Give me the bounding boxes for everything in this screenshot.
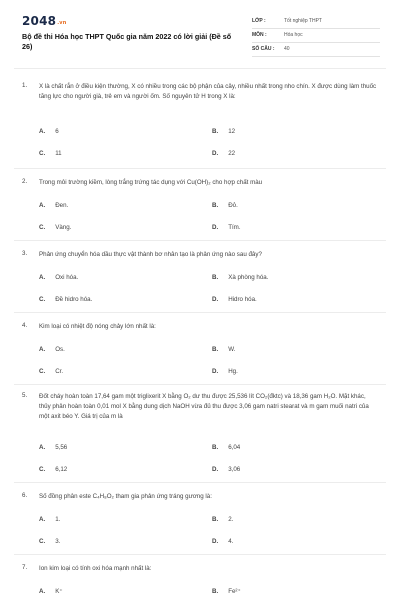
question-text: Phản ứng chuyển hóa dầu thực vật thành bơ nhân tạo là phản ứng nào sau đây? <box>39 251 262 258</box>
option-text: 4. <box>228 538 234 545</box>
option-text: Đỏ. <box>228 202 238 209</box>
question-text: X là chất rắn ở điều kiện thường, X có nhiều trong các bộ phận của cây, nhiều nhất trong nho chín. X được dùng làm thuốc tăng lực cho người già, trẻ em và người ốm. Số nguyên tử H trong X là: <box>39 83 377 100</box>
option-b[interactable] <box>212 128 235 135</box>
option-letter: C. <box>39 538 46 545</box>
document-title: Bộ đề thi Hóa học THPT Quốc gia năm 2022 có lời giải (Đề số 26) <box>22 32 232 51</box>
meta-label: SỐ CÂU : <box>252 46 275 52</box>
option-d[interactable] <box>212 538 233 545</box>
meta-label: MÔN : <box>252 32 267 38</box>
option-c[interactable] <box>39 224 71 231</box>
option-letter: D. <box>212 466 219 473</box>
question-text: Trong môi trường kiềm, lòng trắng trứng tác dụng với Cu(OH)₂ cho hợp chất màu <box>39 179 263 186</box>
option-letter: B. <box>212 516 219 523</box>
option-b[interactable] <box>212 588 241 595</box>
divider <box>14 240 386 241</box>
option-letter: A. <box>39 444 46 451</box>
meta-label: LỚP : <box>252 18 266 24</box>
option-d[interactable] <box>212 466 240 473</box>
meta-value: 40 <box>284 46 290 52</box>
option-text: 6 <box>55 128 59 135</box>
option-text: Đen. <box>55 202 69 209</box>
option-text: 6,12 <box>55 466 68 473</box>
meta-value: Tốt nghiệp THPT <box>284 18 322 24</box>
option-d[interactable] <box>212 150 235 157</box>
option-text: Xà phòng hóa. <box>228 274 269 281</box>
option-a[interactable] <box>39 346 65 353</box>
option-text: W. <box>228 346 236 353</box>
option-letter: B. <box>212 346 219 353</box>
option-text: Cr. <box>55 368 64 375</box>
option-text: 1. <box>55 516 61 523</box>
option-text: 2. <box>228 516 234 523</box>
question-number: 5. <box>22 392 28 399</box>
option-letter: D. <box>212 150 219 157</box>
logo-text: 2048 <box>22 14 57 28</box>
site-logo[interactable] <box>22 14 67 28</box>
option-letter: A. <box>39 202 46 209</box>
option-letter: D. <box>212 368 219 375</box>
option-text: 3,06 <box>228 466 241 473</box>
option-letter: C. <box>39 150 46 157</box>
option-a[interactable] <box>39 128 59 135</box>
option-letter: D. <box>212 224 219 231</box>
meta-row-count <box>252 42 380 57</box>
question-text: Kim loại có nhiệt độ nóng chảy lớn nhất là: <box>39 323 156 330</box>
divider <box>14 554 386 555</box>
option-b[interactable] <box>212 516 233 523</box>
option-letter: C. <box>39 466 46 473</box>
question-number: 2. <box>22 178 28 185</box>
question-number: 7. <box>22 564 28 571</box>
option-text: 3. <box>55 538 61 545</box>
option-text: 22 <box>228 150 236 157</box>
meta-value: Hóa học <box>284 32 303 38</box>
question-text: Ion kim loại có tính oxi hóa mạnh nhất là: <box>39 565 152 572</box>
option-a[interactable] <box>39 444 67 451</box>
question-number: 1. <box>22 82 28 89</box>
option-letter: C. <box>39 224 46 231</box>
option-d[interactable] <box>212 368 238 375</box>
option-text: Os. <box>55 346 65 353</box>
option-text: 6,04 <box>228 444 241 451</box>
option-c[interactable] <box>39 368 63 375</box>
meta-row-class <box>252 14 380 29</box>
option-b[interactable] <box>212 444 240 451</box>
option-text: Đề hidro hóa. <box>55 296 93 303</box>
question-text: Đốt cháy hoàn toàn 17,64 gam một triglixerit X bằng O₂ dư thu được 25,536 lít CO₂(đktc) và 18,36 gam H₂O. Mặt khác, thủy phân hoàn toàn 0,01 mol X bằng dung dịch NaOH vừa đủ thu được 3,06 gam natri stearat và m gam muối natri của một axit béo Y. Giá trị của m là <box>39 393 369 420</box>
option-letter: C. <box>39 296 46 303</box>
divider <box>14 384 386 385</box>
option-letter: B. <box>212 588 219 595</box>
option-a[interactable] <box>39 202 68 209</box>
option-b[interactable] <box>212 274 268 281</box>
question-number: 6. <box>22 492 28 499</box>
option-letter: B. <box>212 444 219 451</box>
document-header <box>0 0 400 64</box>
question-number: 4. <box>22 322 28 329</box>
option-letter: A. <box>39 128 46 135</box>
question-text: Số đồng phân este C₄H₈O₂ tham gia phản ứng tráng gương là: <box>39 493 212 500</box>
option-text: Oxi hóa. <box>55 274 79 281</box>
option-c[interactable] <box>39 296 92 303</box>
option-letter: A. <box>39 274 46 281</box>
question-number: 3. <box>22 250 28 257</box>
meta-row-subject <box>252 28 380 43</box>
option-text: Tím. <box>228 224 241 231</box>
option-letter: A. <box>39 346 46 353</box>
divider <box>14 168 386 169</box>
option-text: Hidro hóa. <box>228 296 257 303</box>
option-text: Hg. <box>228 368 238 375</box>
option-text: 11 <box>55 150 62 157</box>
option-text: Vàng. <box>55 224 72 231</box>
divider <box>14 68 386 69</box>
option-a[interactable] <box>39 274 78 281</box>
divider <box>14 312 386 313</box>
option-c[interactable] <box>39 538 60 545</box>
option-c[interactable] <box>39 150 62 157</box>
option-d[interactable] <box>212 224 241 231</box>
option-a[interactable] <box>39 516 60 523</box>
option-letter: A. <box>39 516 46 523</box>
option-b[interactable] <box>212 346 235 353</box>
option-text: Fe²⁺ <box>228 588 241 595</box>
option-letter: B. <box>212 128 219 135</box>
option-b[interactable] <box>212 202 238 209</box>
option-letter: D. <box>212 296 219 303</box>
option-a[interactable] <box>39 588 63 595</box>
option-text: 12 <box>228 128 236 135</box>
option-letter: C. <box>39 368 46 375</box>
divider <box>14 482 386 483</box>
logo-suffix: .vn <box>57 20 67 26</box>
option-d[interactable] <box>212 296 257 303</box>
option-letter: A. <box>39 588 46 595</box>
option-text: K⁺ <box>55 588 63 595</box>
option-text: 5,56 <box>55 444 68 451</box>
option-letter: B. <box>212 202 219 209</box>
option-letter: B. <box>212 274 219 281</box>
option-letter: D. <box>212 538 219 545</box>
option-c[interactable] <box>39 466 67 473</box>
